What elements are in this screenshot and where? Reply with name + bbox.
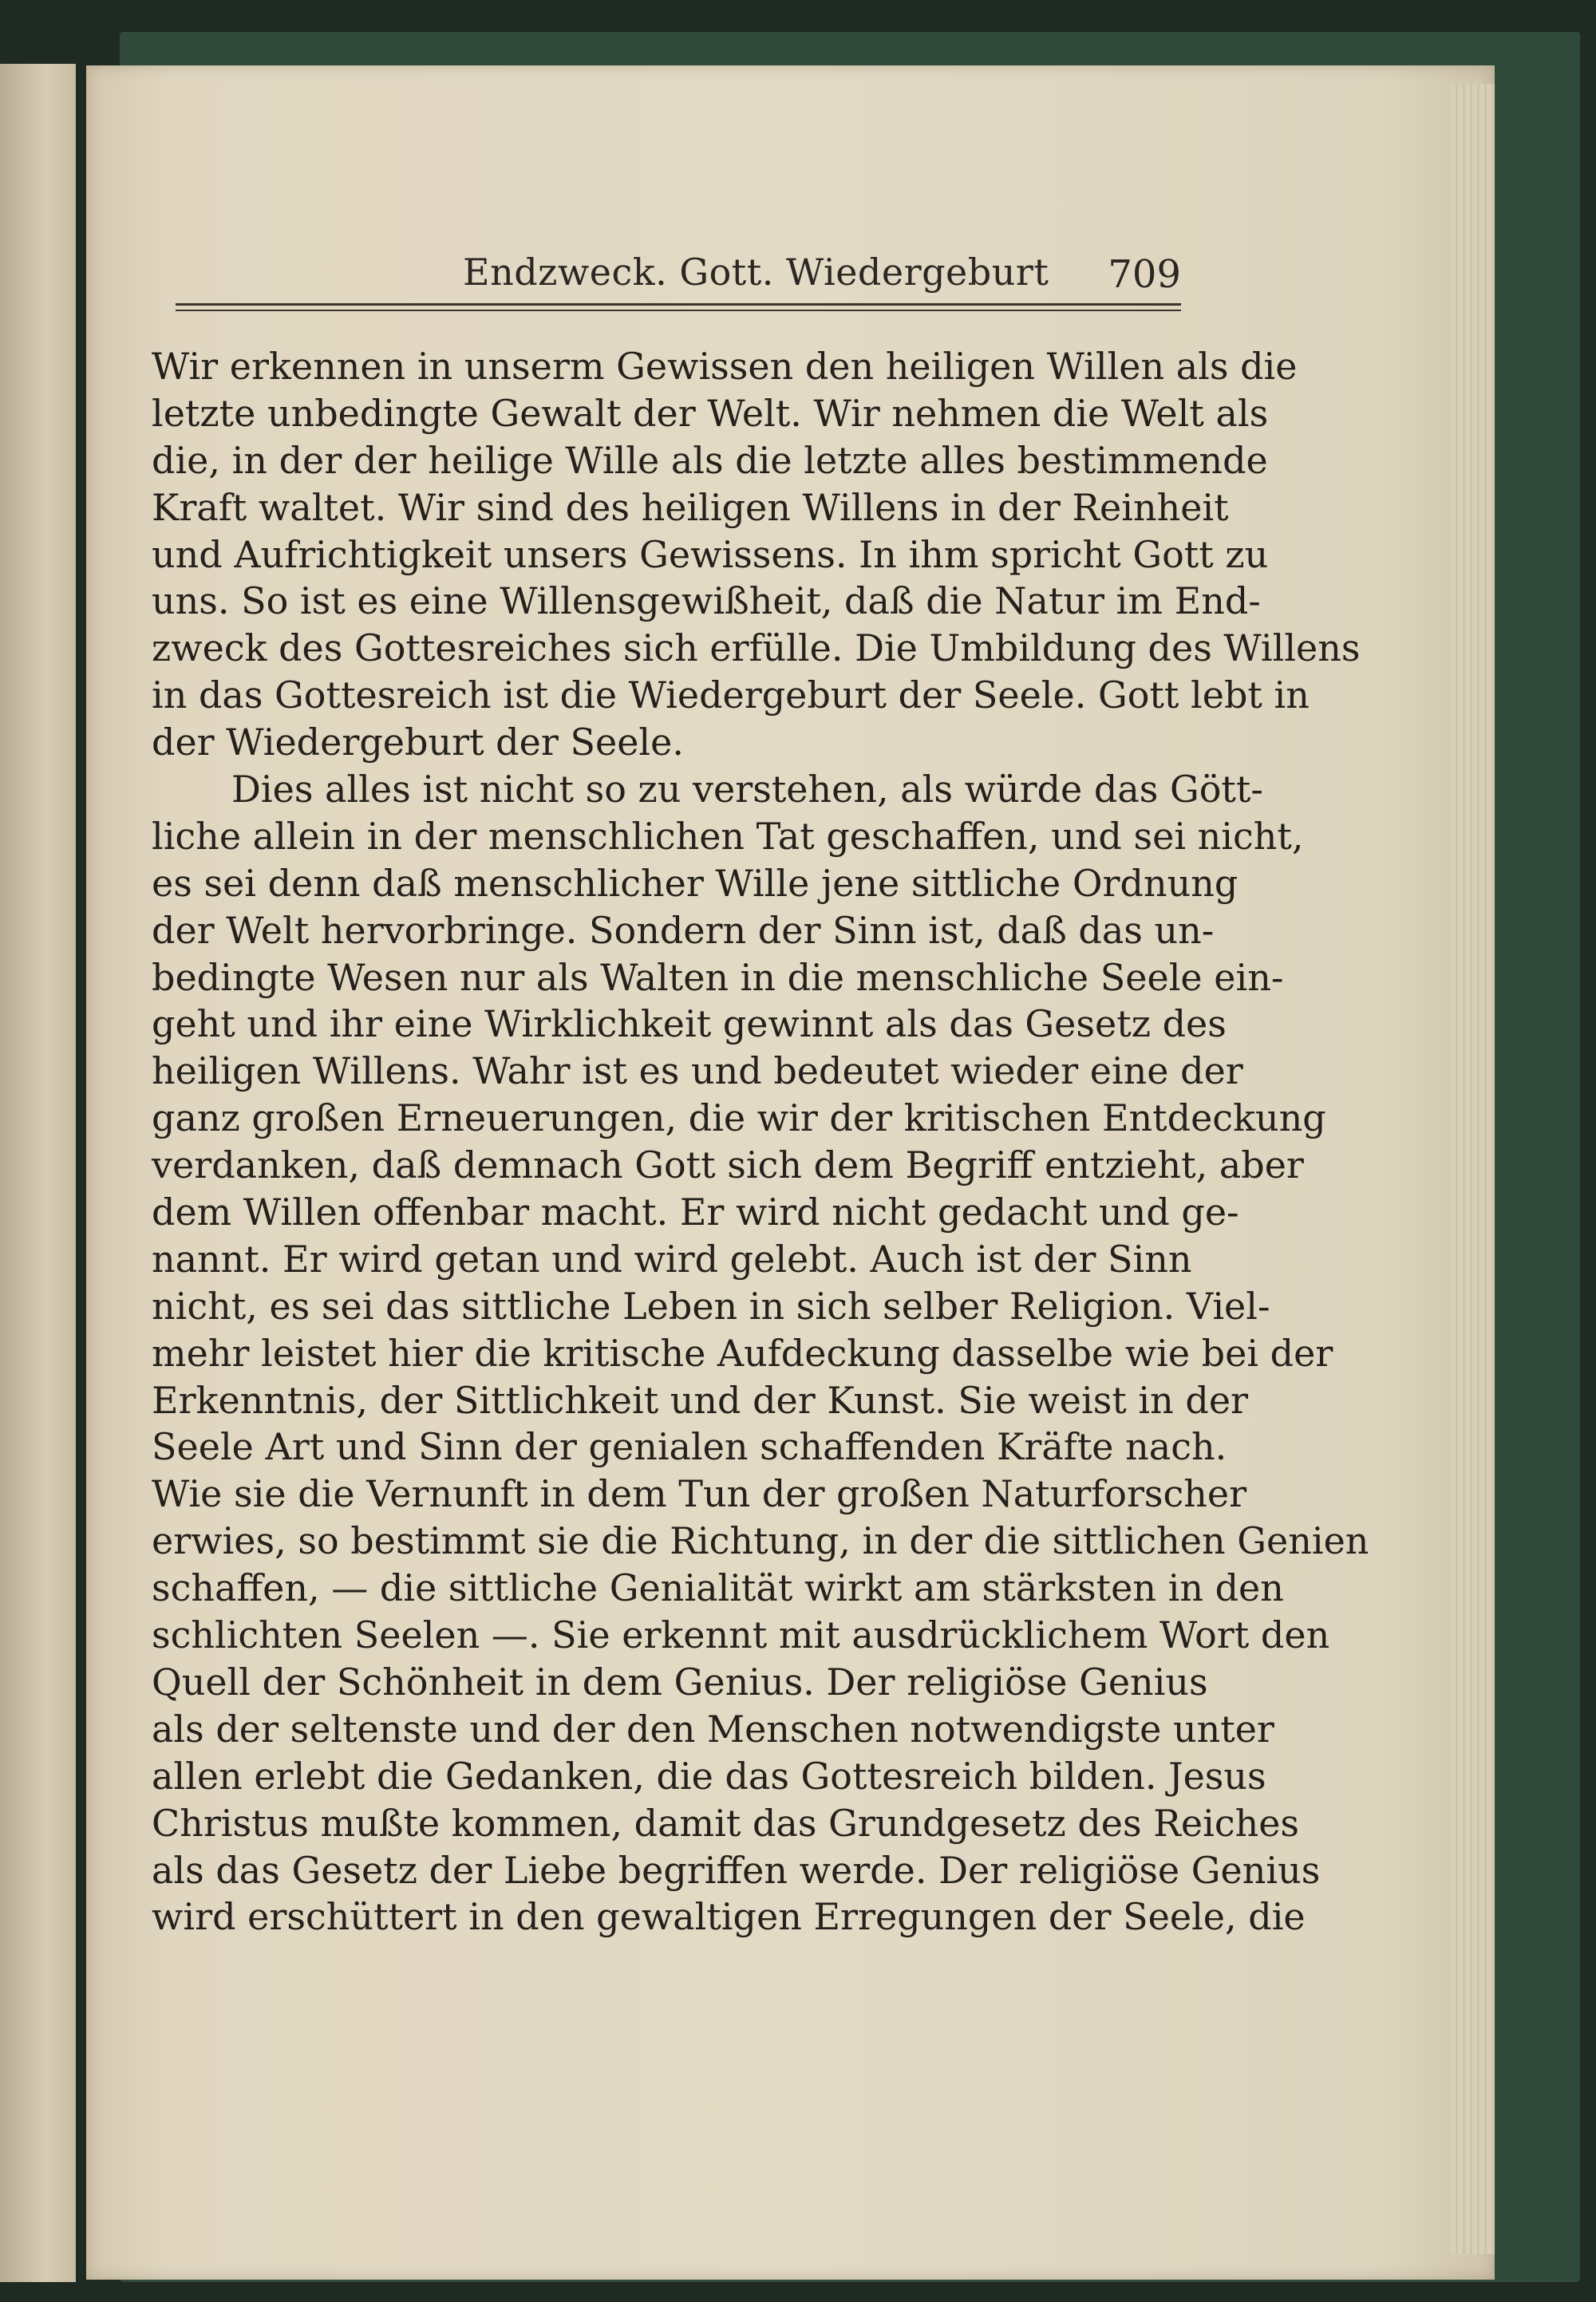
text-line: ganz großen Erneuerungen, die wir der kritischen Entdeckung (152, 1096, 1326, 1140)
running-head (176, 247, 1181, 311)
text-line: die, in der der heilige Wille als die letzte alles bestimmende (152, 438, 1268, 482)
text-line: verdanken, daß demnach Gott sich dem Begriff entzieht, aber (152, 1143, 1304, 1187)
text-line: mehr leistet hier die kritische Aufdeckung dasselbe wie bei der (152, 1331, 1333, 1375)
text-line: zweck des Gottesreiches sich erfülle. Die Umbildung des Willens (152, 626, 1361, 670)
facing-page-edge (0, 64, 76, 2282)
text-line: uns. So ist es eine Willensgewißheit, daß die Natur im End- (152, 579, 1261, 623)
text-line: schaffen, — die sittliche Genialität wirkt am stärksten in den (152, 1566, 1284, 1610)
header-rule (176, 303, 1181, 306)
page-stack-edge (1451, 84, 1495, 2254)
text-line: Christus mußte kommen, damit das Grundgesetz des Reiches (152, 1801, 1300, 1845)
text-line: als das Gesetz der Liebe begriffen werde. Der religiöse Genius (152, 1848, 1321, 1892)
text-line: nicht, es sei das sittliche Leben in sich selber Religion. Viel- (152, 1284, 1270, 1328)
text-line: und Aufrichtigkeit unsers Gewissens. In ihm spricht Gott zu (152, 532, 1269, 576)
text-line: Dies alles ist nicht so zu verstehen, als würde das Gött- (231, 768, 1263, 811)
header-rule-thin (176, 310, 1181, 311)
text-line: in das Gottesreich ist die Wiedergeburt der Seele. Gott lebt in (152, 673, 1310, 717)
text-line: der Wiedergeburt der Seele. (152, 721, 684, 764)
text-line: heiligen Willens. Wahr ist es und bedeutet wieder eine der (152, 1049, 1243, 1093)
body-text (152, 343, 1369, 1941)
text-line: Erkenntnis, der Sittlichkeit und der Kunst. Sie weist in der (152, 1378, 1249, 1422)
text-line: Wie sie die Vernunft in dem Tun der großen Naturforscher (152, 1472, 1247, 1516)
text-line: Quell der Schönheit in dem Genius. Der religiöse Genius (152, 1660, 1208, 1704)
text-line: es sei denn daß menschlicher Wille jene sittliche Ordnung (152, 861, 1238, 905)
text-line: schlichten Seelen —. Sie erkennt mit ausdrücklichem Wort den (152, 1613, 1330, 1657)
text-line: der Welt hervorbringe. Sondern der Sinn ist, daß das un- (152, 908, 1215, 952)
text-line: nannt. Er wird getan und wird gelebt. Auch ist der Sinn (152, 1237, 1192, 1281)
text-line: geht und ihr eine Wirklichkeit gewinnt als das Gesetz des (152, 1002, 1227, 1046)
text-line: Wir erkennen in unserm Gewissen den heiligen Willen als die (152, 345, 1298, 388)
text-line: liche allein in der menschlichen Tat geschaffen, und sei nicht, (152, 814, 1304, 858)
text-line: allen erlebt die Gedanken, die das Gottesreich bilden. Jesus (152, 1754, 1266, 1798)
text-line: als der seltenste und der den Menschen notwendigste unter (152, 1707, 1274, 1751)
text-line: erwies, so bestimmt sie die Richtung, in der die sittlichen Genien (152, 1519, 1369, 1563)
text-line: Kraft waltet. Wir sind des heiligen Willens in der Reinheit (152, 485, 1229, 529)
text-line: bedingte Wesen nur als Walten in die menschliche Seele ein- (152, 955, 1284, 999)
text-line: letzte unbedingte Gewalt der Welt. Wir nehmen die Welt als (152, 391, 1269, 435)
running-head-title: Endzweck. Gott. Wiedergeburt (463, 251, 1049, 294)
page-number: 709 (1108, 252, 1181, 297)
text-line: wird erschüttert in den gewaltigen Erregungen der Seele, die (152, 1895, 1306, 1939)
text-line: dem Willen offenbar macht. Er wird nicht gedacht und ge- (152, 1190, 1239, 1234)
text-line: Seele Art und Sinn der genialen schaffenden Kräfte nach. (152, 1425, 1227, 1469)
